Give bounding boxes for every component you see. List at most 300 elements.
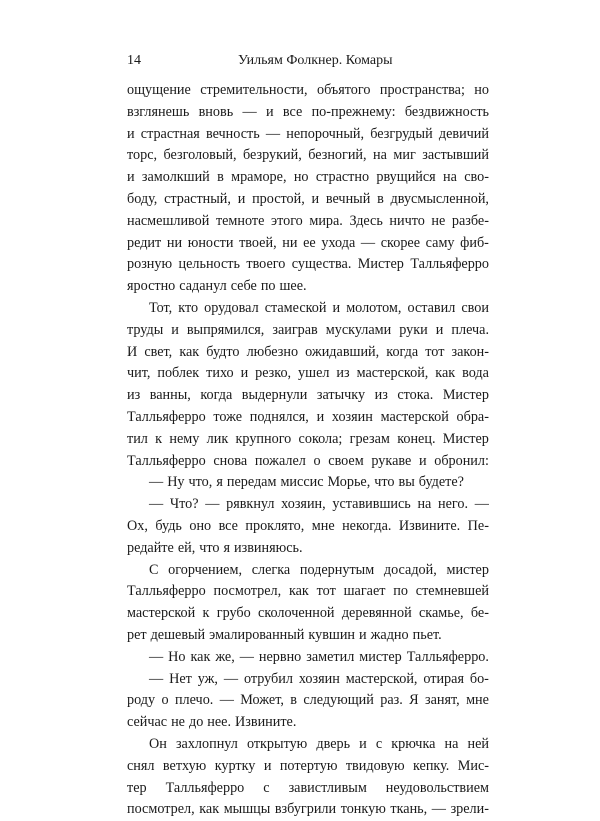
word: отрубил: [243, 670, 293, 687]
word: обра-: [456, 408, 489, 425]
word: девичий: [438, 125, 489, 142]
word: лик: [206, 430, 229, 447]
word: стремительности,: [200, 82, 308, 98]
word: рявкнул: [226, 496, 275, 513]
word: мне: [466, 692, 489, 709]
word: в: [377, 190, 384, 207]
word: и: [418, 452, 427, 469]
word: следующий: [303, 692, 374, 709]
word: кувшин: [308, 626, 356, 643]
word: яростно: [127, 278, 176, 295]
word: непорочный,: [286, 125, 365, 142]
word: на: [373, 147, 387, 164]
word: оставил: [407, 299, 456, 316]
text-line: [127, 756, 489, 778]
word: не: [171, 714, 185, 731]
word: застывший: [422, 147, 489, 164]
word: ни: [166, 234, 183, 251]
word: Извините.: [398, 517, 461, 534]
word: ей,: [177, 539, 196, 556]
text-line: [127, 734, 489, 756]
word: любезно: [246, 343, 299, 360]
word: ничто: [389, 212, 425, 229]
word: Может,: [240, 692, 284, 709]
word: как: [190, 648, 211, 665]
word: в: [290, 692, 297, 709]
word: уставившись: [332, 496, 411, 513]
text-line: [127, 429, 489, 451]
word: тоже: [213, 408, 243, 425]
word: безрукий,: [243, 147, 302, 164]
word: Что?: [169, 496, 199, 513]
word: —: [239, 648, 254, 665]
word: поблек: [157, 365, 200, 382]
word: когда: [200, 387, 233, 404]
word: страстная: [140, 125, 200, 142]
text-line: [127, 211, 489, 233]
word: мистер: [446, 561, 489, 578]
word: посмотрел,: [213, 583, 282, 600]
word: —: [265, 125, 281, 142]
word: но: [474, 82, 489, 98]
word: разбе-: [451, 212, 489, 229]
word: куртку: [214, 757, 256, 774]
word: чит,: [127, 365, 151, 382]
word: рет: [127, 626, 147, 643]
text-line: [127, 298, 489, 320]
word: кепку.: [413, 757, 450, 774]
word: мистер: [359, 648, 402, 665]
word: своем: [328, 452, 364, 469]
word: Здесь: [349, 212, 383, 229]
word: как: [288, 583, 309, 600]
text-line: [127, 167, 489, 189]
word: Мистер: [357, 256, 404, 273]
word: мастерской,: [345, 670, 418, 687]
word: и: [332, 299, 341, 316]
word: выдернули: [241, 387, 308, 404]
word: Нет: [169, 670, 192, 687]
word: все: [218, 517, 238, 534]
word: крючка: [391, 735, 436, 752]
word: огорчением,: [168, 561, 243, 578]
word: жадно: [370, 626, 409, 643]
word: орудовал: [204, 299, 259, 316]
word: некогда.: [342, 517, 392, 534]
word: заиграв: [272, 321, 318, 338]
word: твидовую: [345, 757, 405, 774]
word: ухода: [321, 234, 356, 251]
word: пожалел: [254, 452, 306, 469]
word: о: [313, 452, 321, 469]
text-line: [127, 233, 489, 255]
word: вы: [398, 474, 415, 491]
text-line: [127, 538, 489, 560]
body-text: [127, 80, 489, 821]
word: дешевый: [150, 626, 206, 643]
word: замолкший: [141, 169, 210, 186]
word: торс,: [127, 147, 158, 164]
word: Он: [149, 735, 167, 752]
text-line: [127, 276, 489, 298]
word: этого: [271, 212, 303, 229]
word: ожидавший,: [305, 343, 380, 360]
word: слегка: [251, 561, 291, 578]
text-line: [127, 363, 489, 385]
word: и: [240, 365, 249, 382]
word: плеча.: [451, 321, 489, 338]
text-line: [127, 451, 489, 473]
text-line: [127, 342, 489, 364]
text-line: [127, 385, 489, 407]
word: скамье,: [418, 605, 464, 622]
text-line: [127, 581, 489, 603]
word: что: [199, 539, 220, 556]
word: к: [202, 605, 210, 622]
word: Мистер: [442, 430, 489, 447]
word: до: [188, 714, 204, 731]
word: бездвижность: [404, 103, 489, 120]
word: и: [171, 321, 179, 338]
word: подернутым: [299, 561, 375, 578]
word: по: [393, 583, 408, 600]
word: грубо: [216, 605, 251, 622]
word: все: [282, 103, 303, 120]
word: миссис: [280, 474, 324, 491]
word: как: [435, 365, 456, 382]
word: мускулами: [325, 321, 392, 338]
word: ощущение: [127, 82, 191, 98]
word: существа.: [291, 256, 352, 273]
word: в: [217, 169, 224, 186]
word: —: [149, 496, 164, 513]
page-number: 14: [127, 53, 141, 68]
word: бо-: [469, 670, 489, 687]
word: свои: [461, 299, 489, 316]
word: но: [293, 169, 309, 186]
word: и: [263, 757, 272, 774]
word: уж,: [197, 670, 218, 687]
word: страстный,: [164, 190, 231, 207]
word: тихо: [206, 365, 234, 382]
text-line: [127, 690, 489, 712]
word: и: [359, 626, 367, 643]
word: резко,: [255, 365, 292, 382]
word: боду,: [127, 190, 158, 207]
word: пьет.: [412, 626, 442, 643]
word: к: [155, 430, 163, 447]
word: мастерской: [127, 605, 196, 622]
word: будто: [206, 343, 240, 360]
word: выпрямился,: [186, 321, 265, 338]
word: мне: [311, 517, 335, 534]
word: по: [260, 278, 276, 295]
word: и: [311, 190, 320, 207]
word: безголовый,: [163, 147, 237, 164]
word: саму: [425, 234, 455, 251]
word: рукаве: [371, 452, 412, 469]
word: взбугрили: [274, 801, 337, 818]
word: оно: [189, 517, 212, 534]
word: и: [237, 190, 246, 207]
word: и: [435, 321, 444, 338]
word: безгрудый: [370, 125, 433, 142]
word: дверь: [316, 735, 351, 752]
word: —: [360, 234, 376, 251]
word: Мистер: [442, 387, 489, 404]
word: неудовольствием: [385, 779, 489, 796]
word: и: [127, 125, 135, 142]
text-line: [127, 778, 489, 800]
word: миг: [393, 147, 416, 164]
word: насмешливой: [127, 212, 210, 229]
word: что: [374, 474, 395, 491]
word: деревянной: [341, 605, 412, 622]
text-line: [127, 669, 489, 691]
word: руки: [399, 321, 428, 338]
text-line: [127, 472, 489, 494]
word: молотом,: [346, 299, 402, 316]
word: сейчас: [127, 714, 168, 731]
word: ветхую: [162, 757, 207, 774]
word: ванны,: [149, 387, 191, 404]
word: Талльяферро: [127, 408, 206, 425]
word: Морье,: [327, 474, 371, 491]
word: тот: [425, 343, 445, 360]
word: Извините.: [235, 714, 297, 731]
word: как: [199, 801, 220, 818]
word: ни: [282, 234, 298, 251]
word: снял: [127, 757, 155, 774]
word: на: [444, 735, 459, 752]
word: саданул: [179, 278, 227, 295]
word: грезам: [349, 430, 390, 447]
word: шее.: [279, 278, 307, 295]
word: извиняюсь.: [234, 539, 303, 556]
word: с: [375, 735, 383, 752]
word: вновь: [198, 103, 234, 120]
word: хозяин: [298, 670, 340, 687]
word: сво-: [464, 169, 489, 186]
word: мира.: [309, 212, 343, 229]
word: кто: [178, 299, 199, 316]
word: я: [223, 539, 231, 556]
word: Я: [409, 692, 419, 709]
text-line: [127, 145, 489, 167]
word: вечный: [325, 190, 371, 207]
word: хозяин,: [281, 496, 326, 513]
text-line: [127, 647, 489, 669]
word: взглянешь: [127, 103, 190, 120]
word: объятого: [316, 82, 371, 98]
word: о: [161, 692, 169, 709]
word: по-прежнему:: [311, 103, 396, 120]
running-head: [127, 52, 489, 70]
word: из: [127, 387, 141, 404]
word: затычку: [316, 387, 366, 404]
word: твоей,: [239, 234, 277, 251]
word: будете?: [418, 474, 464, 491]
word: на: [443, 169, 457, 186]
text-line: [127, 516, 489, 538]
word: мастерской: [380, 408, 449, 425]
word: ткань,: [390, 801, 428, 818]
word: пространства;: [379, 82, 465, 98]
word: передам: [226, 474, 277, 491]
word: Но: [168, 648, 186, 665]
word: с: [263, 779, 270, 796]
text-line: [127, 560, 489, 582]
word: —: [149, 670, 164, 687]
word: как: [179, 343, 200, 360]
word: ушел: [298, 365, 330, 382]
word: плечо.: [174, 692, 214, 709]
word: твоего: [246, 256, 286, 273]
word: —: [474, 496, 489, 513]
text-line: [127, 712, 489, 734]
word: розную: [127, 256, 173, 273]
word: И: [127, 343, 138, 360]
word: поднялся,: [249, 408, 309, 425]
word: Мис-: [457, 757, 489, 774]
word: Тот,: [149, 299, 173, 316]
word: роду: [127, 692, 156, 709]
word: Талльяферро.: [406, 648, 489, 665]
word: и: [359, 735, 367, 752]
word: мышцы: [223, 801, 271, 818]
word: труды: [127, 321, 164, 338]
text-line: [127, 189, 489, 211]
word: юности: [187, 234, 234, 251]
word: эмалированный: [209, 626, 305, 643]
word: сколоченной: [258, 605, 335, 622]
word: хозяин: [331, 408, 373, 425]
word: —: [149, 648, 164, 665]
word: —: [431, 801, 446, 818]
word: открытую: [246, 735, 308, 752]
word: —: [149, 474, 164, 491]
text-line: [127, 124, 489, 146]
word: досадой,: [383, 561, 437, 578]
word: Талльяферро: [165, 779, 245, 796]
word: занят,: [424, 692, 460, 709]
word: и: [127, 169, 135, 186]
word: редайте: [127, 539, 174, 556]
word: двусмысленной,: [390, 190, 489, 207]
word: простой,: [252, 190, 305, 207]
word: закон-: [451, 343, 489, 360]
word: заметил: [306, 648, 355, 665]
word: когда: [386, 343, 419, 360]
word: нее.: [207, 714, 232, 731]
word: ее: [303, 234, 316, 251]
word: —: [223, 670, 239, 687]
word: Талльяферро: [127, 452, 206, 469]
word: тер: [127, 779, 147, 796]
word: крупного: [235, 430, 292, 447]
word: проклято,: [245, 517, 305, 534]
word: Ох,: [127, 517, 148, 534]
word: Талльяферро: [410, 256, 489, 273]
word: вечность: [205, 125, 260, 142]
word: будь: [155, 517, 182, 534]
word: что,: [188, 474, 213, 491]
word: мраморе,: [231, 169, 287, 186]
word: нему: [169, 430, 200, 447]
text-line: [127, 625, 489, 647]
word: и: [316, 408, 325, 425]
word: из: [336, 365, 350, 382]
word: С: [149, 561, 159, 578]
text-line: [127, 80, 489, 102]
word: —: [205, 496, 220, 513]
word: темноте: [215, 212, 265, 229]
word: мастерской,: [356, 365, 429, 382]
word: завистливым: [288, 779, 367, 796]
word: шагает: [343, 583, 386, 600]
word: редит: [127, 234, 162, 251]
word: тил: [127, 430, 148, 447]
word: отирая: [423, 670, 464, 687]
word: снова: [213, 452, 248, 469]
word: фиб-: [460, 234, 489, 251]
word: —: [219, 692, 234, 709]
text-line: [127, 320, 489, 342]
word: и: [265, 103, 274, 120]
word: цельность: [178, 256, 240, 273]
word: —: [242, 103, 257, 120]
word: зрели-: [450, 801, 489, 818]
text-line: [127, 102, 489, 124]
word: безногий,: [308, 147, 367, 164]
word: тонкую: [340, 801, 386, 818]
word: раз.: [380, 692, 403, 709]
word: же,: [215, 648, 235, 665]
text-line: [127, 603, 489, 625]
word: нервно: [258, 648, 302, 665]
word: из: [374, 387, 388, 404]
word: на: [417, 496, 432, 513]
word: себе: [230, 278, 257, 295]
word: Ну: [167, 474, 185, 491]
word: захлопнул: [175, 735, 238, 752]
text-line: [127, 254, 489, 276]
text-line: [127, 494, 489, 516]
text-line: [127, 407, 489, 429]
word: него.: [438, 496, 469, 513]
word: тот: [316, 583, 336, 600]
word: скорее: [380, 234, 421, 251]
word: Пе-: [467, 517, 489, 534]
word: стока.: [397, 387, 434, 404]
word: Талльяферро: [127, 583, 206, 600]
word: ней: [467, 735, 489, 752]
word: рвущийся: [376, 169, 436, 186]
text-line: [127, 799, 489, 821]
word: свет,: [144, 343, 173, 360]
word: стемневшей: [415, 583, 489, 600]
word: бе-: [470, 605, 489, 622]
word: я: [216, 474, 223, 491]
word: конец.: [397, 430, 436, 447]
word: обронил:: [434, 452, 489, 469]
word: не: [431, 212, 446, 229]
word: страстно: [315, 169, 370, 186]
word: сокола;: [298, 430, 343, 447]
word: посмотрел,: [127, 801, 195, 818]
running-title: Уильям Фолкнер. Комары: [238, 53, 393, 68]
word: вода: [462, 365, 489, 382]
